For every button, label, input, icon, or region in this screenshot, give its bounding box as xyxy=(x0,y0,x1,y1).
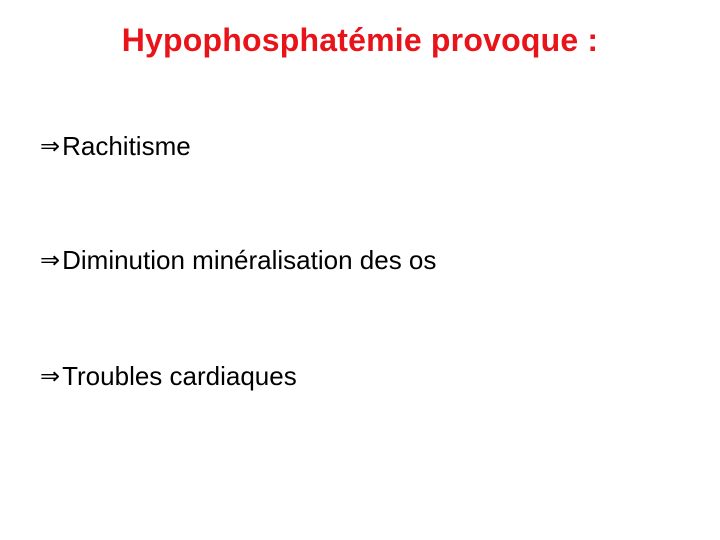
double-right-arrow-icon: ⇒ xyxy=(40,362,61,390)
list-item xyxy=(40,126,191,166)
list-item xyxy=(40,356,297,396)
bullet-text: Rachitisme xyxy=(62,131,191,161)
bullet-text: Troubles cardiaques xyxy=(62,361,297,391)
double-right-arrow-icon: ⇒ xyxy=(40,132,61,160)
bullet-text: Diminution minéralisation des os xyxy=(62,245,437,275)
double-right-arrow-icon: ⇒ xyxy=(40,246,61,274)
slide-title: Hypophosphatémie provoque : xyxy=(121,22,599,58)
list-item xyxy=(40,240,436,280)
